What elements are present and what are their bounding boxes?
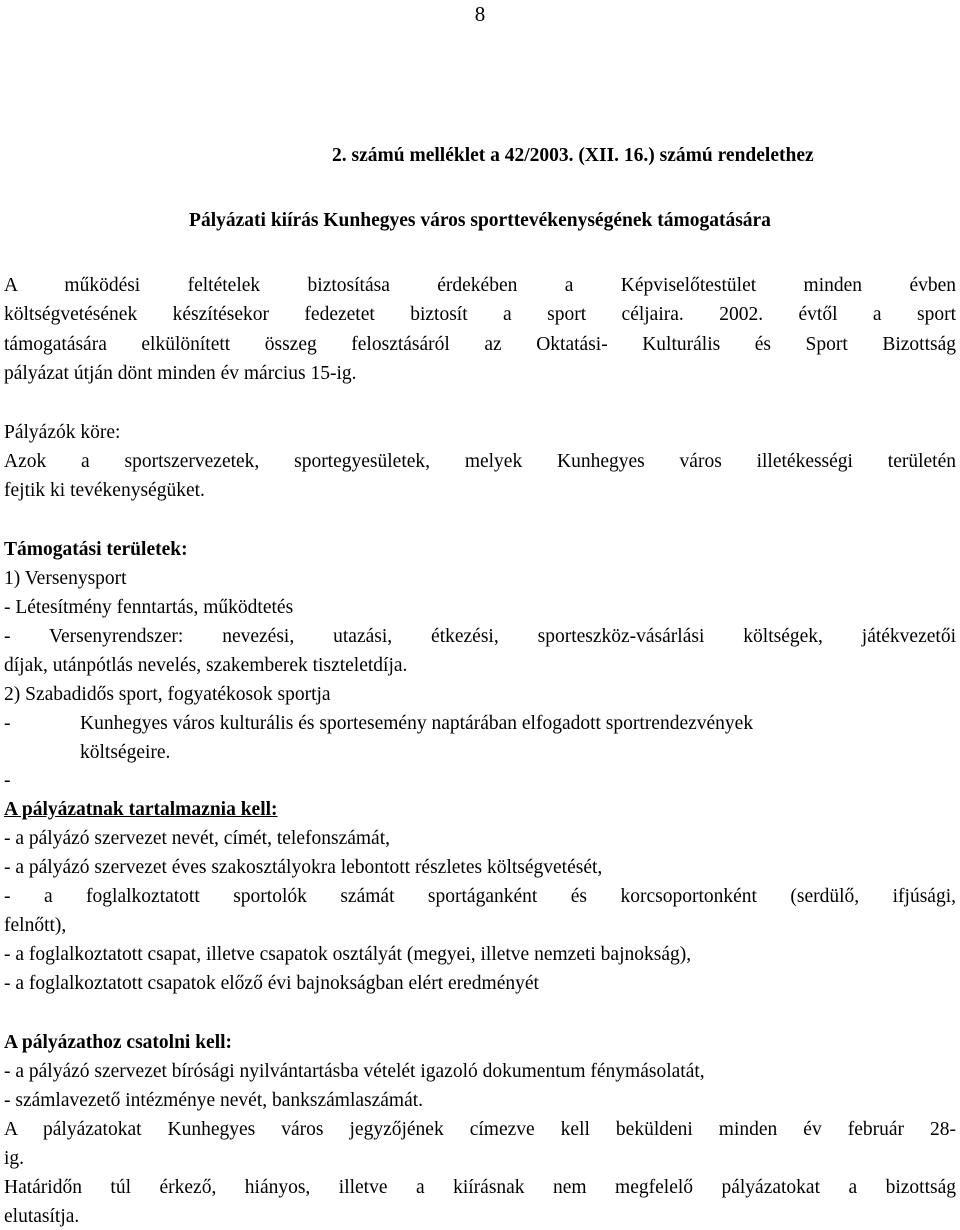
areas-empty-dash: - (4, 770, 11, 791)
contents-line-4: - a foglalkoztatott csapat, illetve csapatok osztályát (megyei, illetve nemzeti bajnokság), (4, 944, 692, 965)
intro-line-2: költségvetésének készítésekor fedezetet biztosít a sport céljaira. 2002. évtől a sport (4, 304, 956, 325)
attachments-line-4a: Határidőn túl érkező, hiányos, illetve a kiírásnak nem megfelelő pályázatokat a bizottság (4, 1177, 956, 1198)
areas-item-1: 1) Versenysport (4, 568, 127, 589)
applicants-heading: Pályázók köre: (4, 422, 121, 443)
areas-item-1a: - Létesítmény fenntartás, működtetés (4, 597, 294, 618)
attachments-heading: A pályázathoz csatolni kell: (4, 1032, 233, 1053)
areas-item-2a-line-2: költségeire. (80, 742, 171, 763)
attachments-line-4b: elutasítja. (4, 1206, 80, 1227)
attachments-line-3a: A pályázatokat Kunhegyes város jegyzőjének címezve kell beküldeni minden év február 28- (4, 1119, 956, 1140)
areas-item-2a-dash: - (4, 713, 11, 734)
annex-title: 2. számú melléklet a 42/2003. (XII. 16.) számú rendelethez (332, 145, 814, 166)
call-title: Pályázati kiírás Kunhegyes város sporttevékenységének támogatására (189, 210, 771, 231)
contents-line-1: - a pályázó szervezet nevét, címét, telefonszámát, (4, 828, 391, 849)
intro-line-1: A működési feltételek biztosítása érdekében a Képviselőtestület minden évben (4, 275, 956, 296)
areas-item-2: 2) Szabadidős sport, fogyatékosok sportja (4, 684, 331, 705)
applicants-line-2: fejtik ki tevékenységüket. (4, 480, 205, 501)
contents-line-3b: felnőtt), (4, 915, 67, 936)
attachments-line-3b: ig. (4, 1148, 25, 1169)
applicants-line-1: Azok a sportszervezetek, sportegyesületek, melyek Kunhegyes város illetékességi területén (4, 451, 956, 472)
intro-line-4: pályázat útján dönt minden év március 15-ig. (4, 363, 357, 384)
contents-line-3a: - a foglalkoztatott sportolók számát sportáganként és korcsoportonként (serdülő, ifjúsági, (4, 886, 956, 907)
intro-line-3: támogatására elkülönített összeg felosztásáról az Oktatási- Kulturális és Sport Bizottság (4, 334, 956, 355)
contents-heading: A pályázatnak tartalmaznia kell: (4, 799, 278, 820)
attachments-line-2: - számlavezető intézménye nevét, bankszámlaszámát. (4, 1090, 424, 1111)
areas-heading: Támogatási területek: (4, 539, 188, 560)
page-number: 8 (474, 2, 486, 26)
contents-line-5: - a foglalkoztatott csapatok előző évi bajnokságban elért eredményét (4, 973, 539, 994)
areas-item-1b-line-2: díjak, utánpótlás nevelés, szakemberek tiszteletdíja. (4, 655, 408, 676)
areas-item-1b-line-1: - Versenyrendszer: nevezési, utazási, étkezési, sporteszköz-vásárlási költségek, játékvezetői (4, 626, 956, 647)
contents-line-2: - a pályázó szervezet éves szakosztályokra lebontott részletes költségvetését, (4, 857, 603, 878)
attachments-line-1: - a pályázó szervezet bírósági nyilvántartásba vételét igazoló dokumentum fénymásolatát, (4, 1061, 705, 1082)
areas-item-2a-line-1: Kunhegyes város kulturális és sportesemény naptárában elfogadott sportrendezvények (80, 713, 754, 734)
